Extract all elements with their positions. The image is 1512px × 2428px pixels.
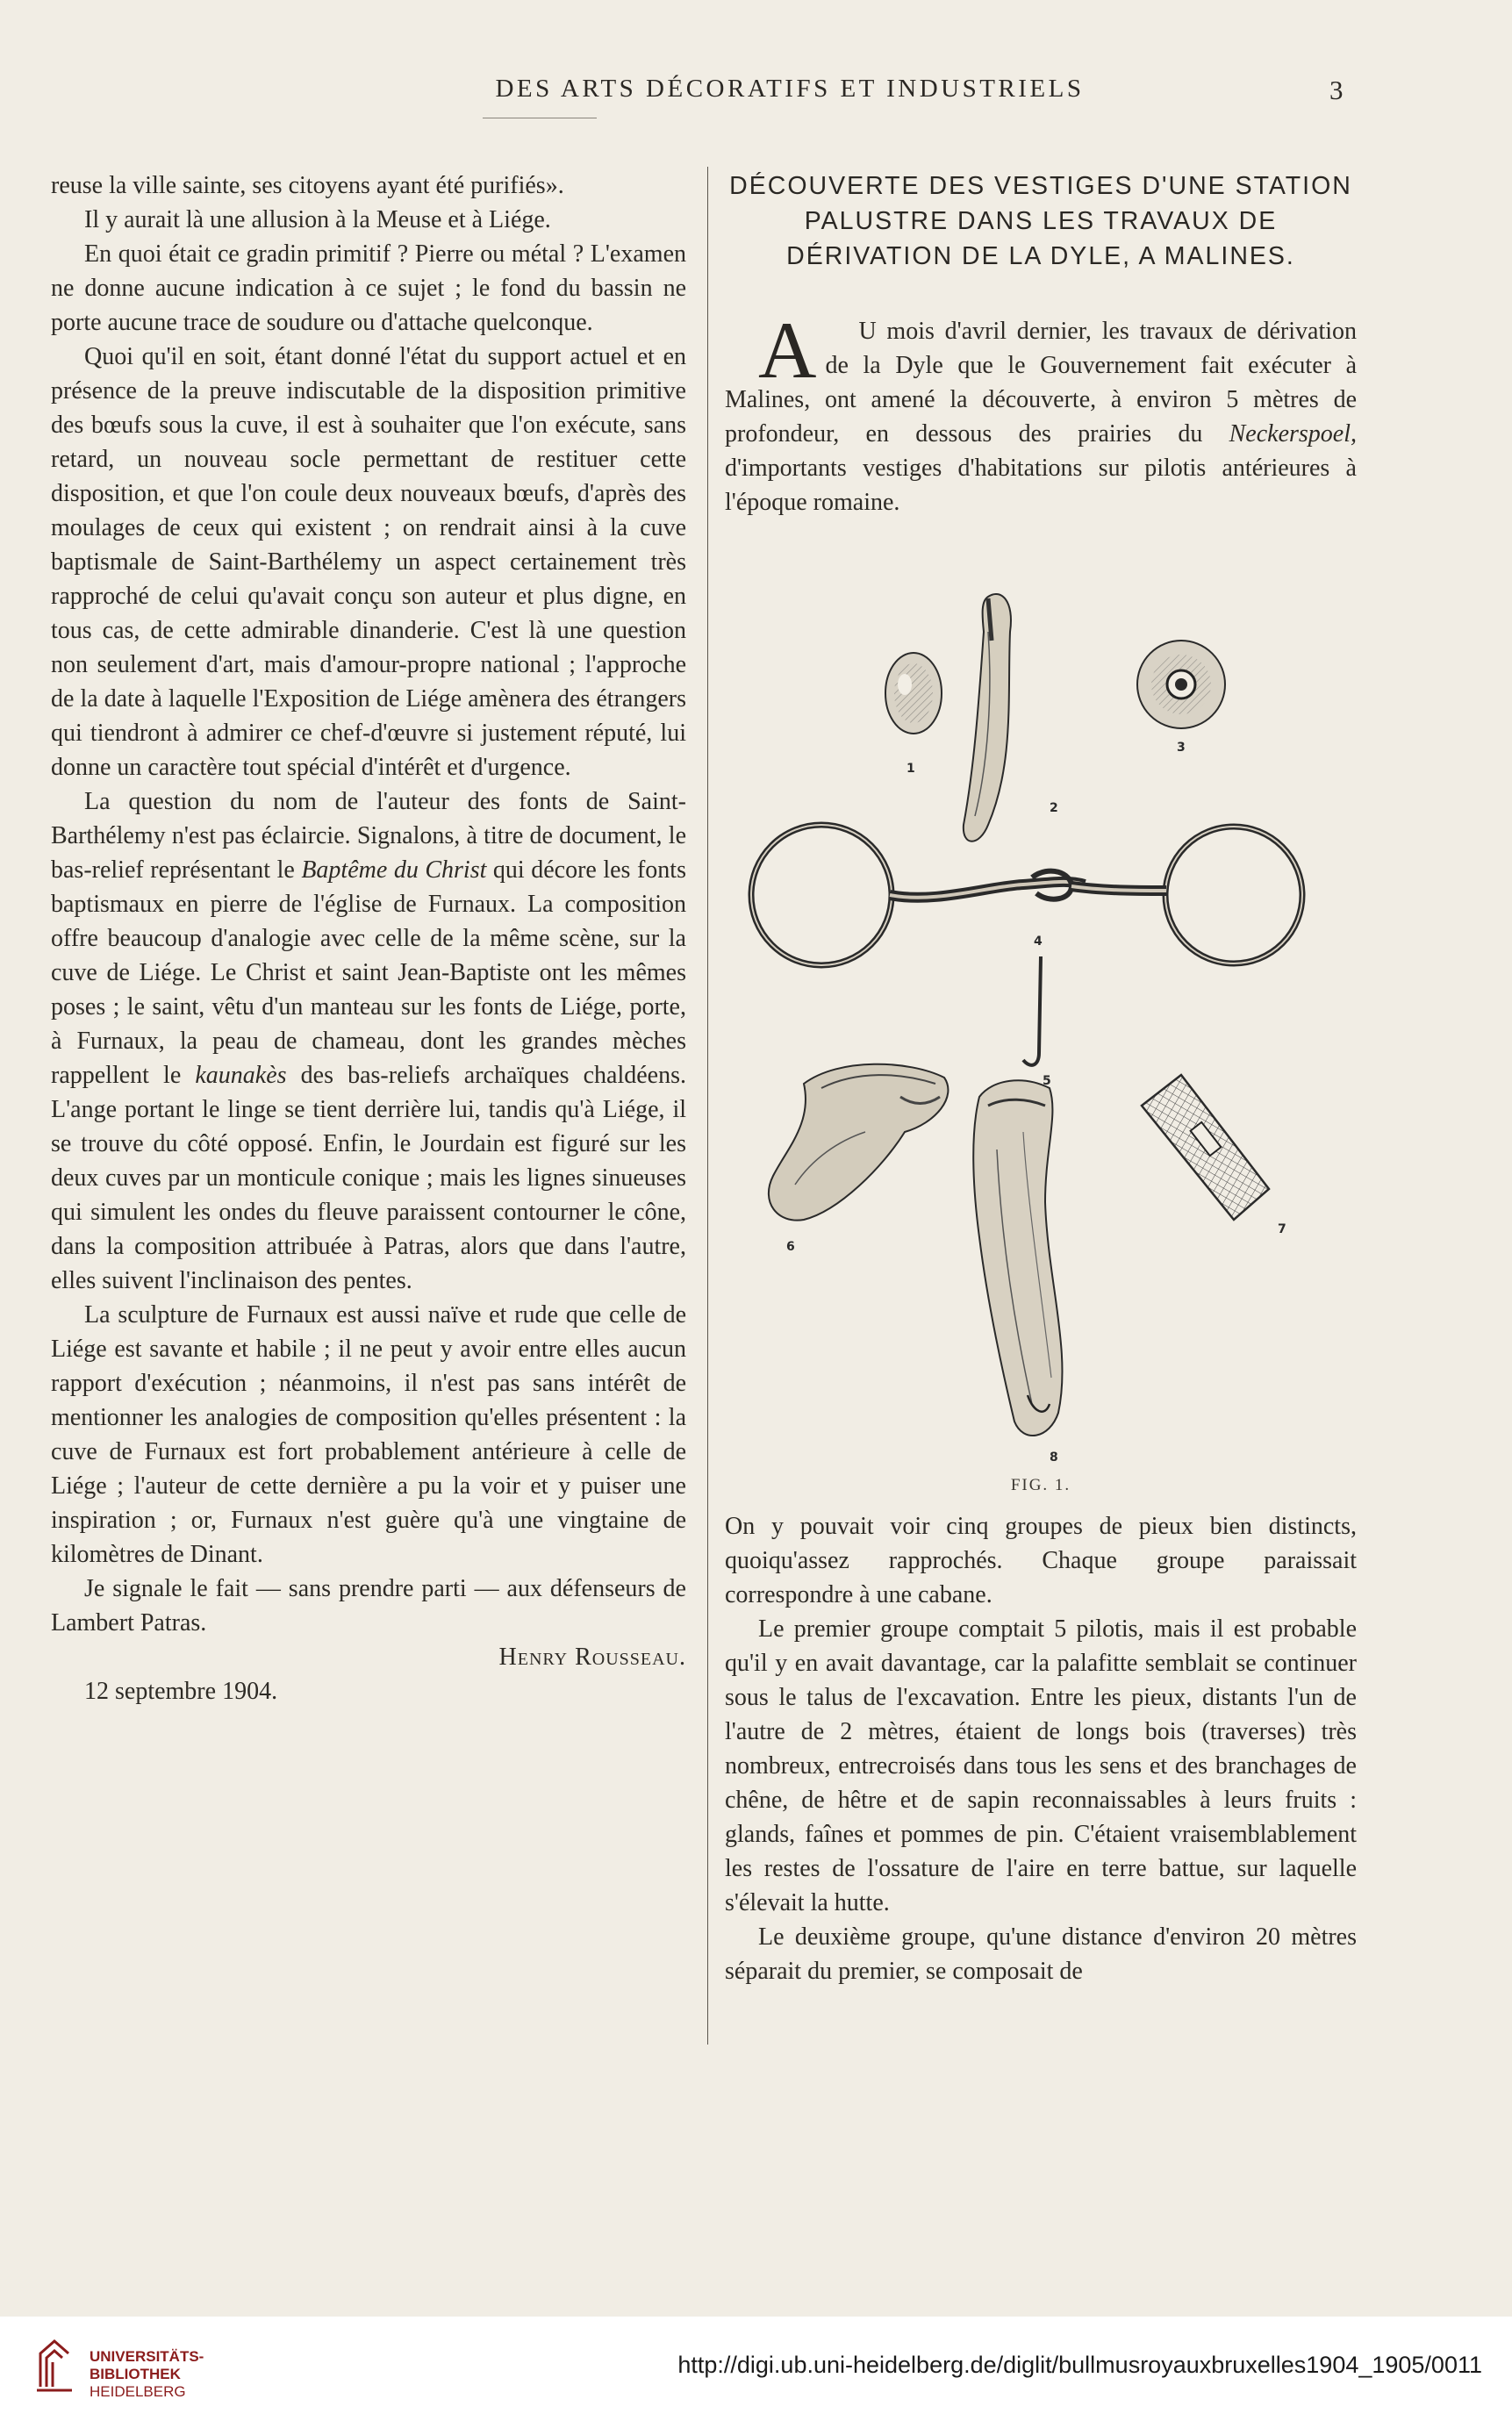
paragraph: Le premier groupe comptait 5 pilotis, mais il est probable qu'il y en avait davantage, car la palafitte semblait se continuer sous le talus de l'excavation. Entre les pieux, distants l'un de l'autre de 2 mètres, étaient de longs bois (traverses) très nombreux, entrecroisés dans tous les sens et des branchages de chêne, de hêtre et de sapin reconnaissables à leurs fruits : glands, faînes et pommes de pin. C'étaient vraisemblablement les restes de l'ossature de l'aire en terre battue, sur laquelle s'élevait la hutte.	[725, 1615, 1357, 1916]
artifact-8-antler	[973, 1080, 1062, 1436]
figure-label: 1	[906, 762, 915, 776]
author-signature: Henry Rousseau.	[498, 1644, 686, 1671]
figure-artifacts	[725, 535, 1357, 1509]
figure-caption: FIG. 1.	[1010, 1476, 1071, 1494]
italic-title: Baptême du Christ	[301, 856, 487, 884]
paragraph: La sculpture de Furnaux est aussi naïve et rude que celle de Liége est savante et habile ; il ne peut y avoir entre elles aucun rapport d'exécution ; néanmoins, il n'est pas sans intérêt de mentionner les analogies de composition qu'elles présentent : la cuve de Furnaux est fort probablement antérieure à celle de Liége ; l'auteur de cette dernière a pu la voir et y puiser une inspiration ; or, Furnaux n'est guère qu'à une vingtaine de kilomètres de Dinant.	[51, 1301, 686, 1568]
italic-word: kaunakès	[195, 1062, 287, 1089]
paragraph: On y pouvait voir cinq groupes de pieux bien distincts, quoiqu'assez rapprochés. Chaque groupe paraissait correspondre à une cabane.	[725, 1513, 1357, 1608]
library-name-line: BIBLIOTHEK	[90, 2366, 181, 2382]
artifact-5-hook	[1023, 956, 1041, 1065]
text-run: U mois d'avril dernier, les travaux de dérivation de la Dyle que le Gouvernement fait exécuter à Malines, ont amené la découverte, à environ 5 mètres de profondeur, en dessous des prairies du	[725, 318, 1357, 448]
paragraph: Je signale le fait — sans prendre parti — aux défenseurs de Lambert Patras.	[51, 1575, 686, 1637]
dateline: 12 septembre 1904.	[84, 1678, 278, 1705]
text-run: d'importants vestiges d'habitations sur pilotis antérieures à l'époque romaine.	[725, 455, 1357, 516]
drop-cap: A	[758, 305, 817, 395]
figure-label: 3	[1177, 741, 1186, 755]
page-number: 3	[1329, 75, 1344, 105]
library-name-line: HEIDELBERG	[90, 2383, 186, 2400]
artifact-6-antler-fragment	[769, 1064, 949, 1221]
figure-label: 6	[786, 1240, 795, 1254]
artifact-7-decorated-handle	[1142, 1075, 1269, 1220]
library-name-line: UNIVERSITÄTS-	[90, 2348, 204, 2365]
artifact-4-horse-bit	[751, 825, 1302, 965]
paragraph: En quoi était ce gradin primitif ? Pierre ou métal ? L'examen ne donne aucune indication à ce sujet ; le fond du bassin ne porte aucune trace de soudure ou d'attache quelconque.	[51, 240, 686, 336]
artifact-3-spindle-whorl	[1137, 641, 1225, 728]
paragraph: reuse la ville sainte, ses citoyens ayant été purifiés».	[51, 172, 564, 199]
paragraph: Le deuxième groupe, qu'une distance d'environ 20 mètres séparait du premier, se composait de	[725, 1923, 1357, 1985]
figure-label: 5	[1043, 1074, 1051, 1088]
section-title: DÉCOUVERTE DES VESTIGES D'UNE STATION PALUSTRE DANS LES TRAVAUX DE DÉRIVATION DE LA DYLE, A MALINES.	[729, 172, 1352, 270]
text-run: des bas-reliefs archaïques chaldéens. L'ange portant le linge se tient derrière lui, tandis qu'à Liége, il se trouve du côté opposé. Enfin, le Jourdain est figuré sur les deux cuves par un monticule conique ; mais les lignes sinueuses qui simulent les ondes du fleuve paraissent contourner le cône, dans la composition attribuée à Patras, alors que dans l'autre, elles suivent l'inclinaison des pentes.	[51, 1062, 687, 1294]
right-column	[725, 168, 1357, 1988]
intro-paragraph	[725, 305, 1357, 519]
column-divider	[707, 167, 708, 2045]
figure-label: 7	[1278, 1222, 1286, 1236]
figure-label: 4	[1034, 935, 1043, 949]
italic-place-name: Neckerspoel,	[1229, 420, 1357, 448]
library-name	[90, 2348, 204, 2401]
library-logo-icon	[35, 2334, 74, 2396]
source-url-link[interactable]: http://digi.ub.uni-heidelberg.de/diglit/bullmusroyauxbruxelles1904_1905/0011	[677, 2352, 1482, 2378]
artifact-2-bone-point	[964, 594, 1011, 842]
text-run: La question du nom de l'auteur des fonts de Saint-Barthélemy n'est pas éclaircie. Signalons, à titre de document, le bas-relief représentant le	[51, 788, 686, 884]
running-title: DES ARTS DÉCORATIFS ET INDUSTRIELS	[495, 75, 1085, 103]
paragraph	[51, 784, 686, 1298]
artifact-1-bead	[885, 653, 942, 734]
paragraph: Quoi qu'il en soit, étant donné l'état du support actuel et en présence de la preuve indiscutable de la disposition primitive des bœufs sous la cuve, il est à souhaiter que l'on exécute, sans retard, un nouveau socle permettant de restituer cette disposition, et que l'on coule deux nouveaux bœufs, d'après des moulages de ceux qui existent ; on rendrait ainsi à la cuve baptismale de Saint-Barthélemy un aspect certainement très rapproché de celui qu'avait conçu son auteur et plus digne, en tous cas, de cette admirable dinanderie. C'est là une question non seulement d'art, mais d'amour-propre national ; l'approche de la date à laquelle l'Exposition de Liége amènera des étrangers qui tiendront à admirer ce chef-d'œuvre si justement réputé, lui donne un caractère tout spécial d'intérêt et d'urgence.	[51, 343, 686, 781]
figure-label: 2	[1050, 801, 1058, 815]
left-column	[51, 168, 686, 1708]
artifact-illustration	[725, 535, 1357, 1465]
paragraph: Il y aurait là une allusion à la Meuse et à Liége.	[84, 206, 551, 233]
figure-label: 8	[1050, 1450, 1058, 1465]
text-run: qui décore les fonts baptismaux en pierre de l'église de Furnaux. La composition offre beaucoup d'analogie avec celle de la même scène, sur la cuve de Liége. Le Christ et saint Jean-Baptiste ont les mêmes poses ; le saint, vêtu d'un manteau sur les fonts de Liége, porte, à Furnaux, la peau de chameau, dont les grandes mèches rappellent le	[51, 856, 686, 1089]
